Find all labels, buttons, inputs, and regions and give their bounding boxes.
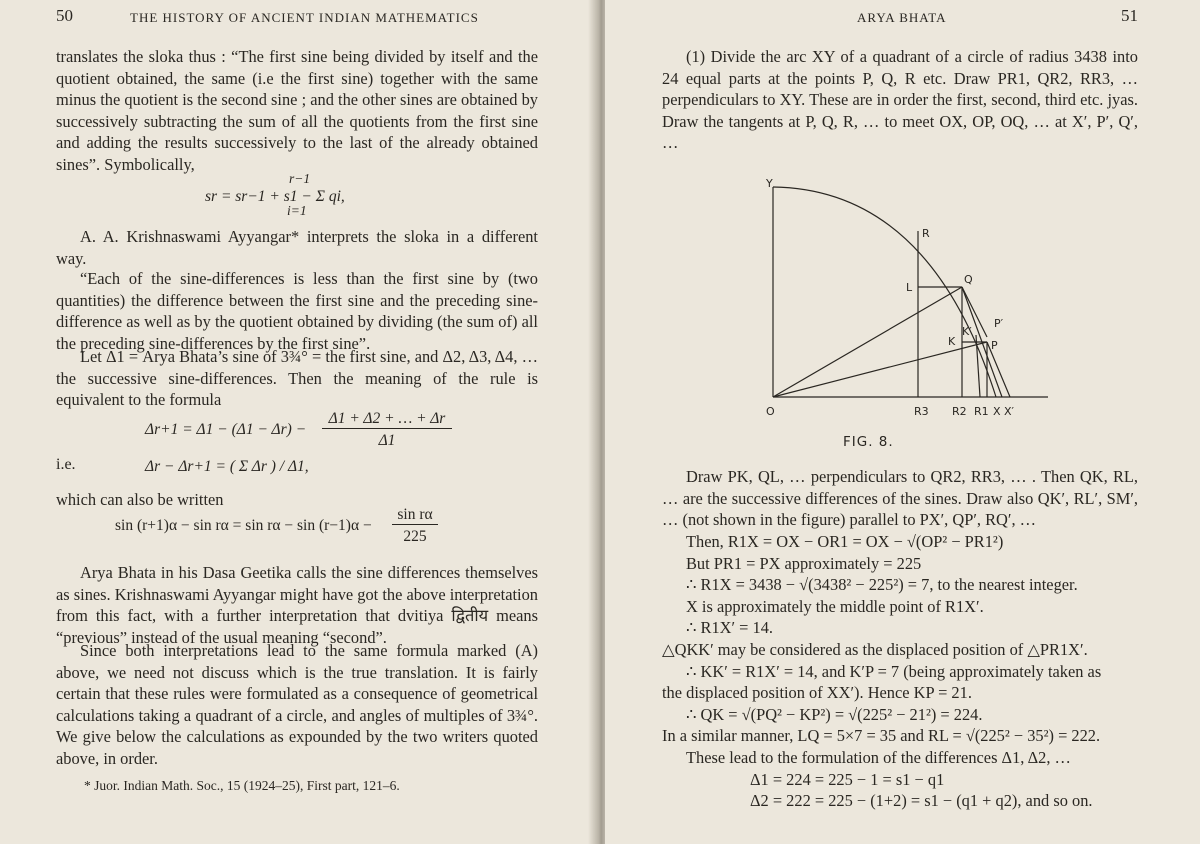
derivation-line-5: ∴ R1X′ = 14.: [686, 618, 774, 638]
label-r: R: [922, 227, 930, 240]
left-para-5: which can also be written: [56, 490, 224, 509]
left-para-3: “Each of the sine-differences is less than the first sine by (two quantities) the difference between the first sine and the preceding sine-difference as well as by the quotient obtained by dividing (the sum of) all the preceding sine-differences by the first sine”.: [56, 269, 538, 353]
line-op: [773, 342, 987, 397]
formula-3: Δr − Δr+1 = ( Σ Δr ) / Δ1,: [145, 458, 309, 475]
formula-2-numerator: Δ1 + Δ2 + … + Δr: [322, 410, 452, 429]
derivation-line-2: But PR1 = PX approximately = 225: [686, 553, 922, 573]
left-para-7: Since both interpretations lead to the same formula marked (A) above, we need not discuss which is the true translation. It is fairly certain that these rules were formulated as a consequence of geometrical calculations taking a quadrant of a circle, and angles of multiples of 3¾°. We give below the calculations as expounded by the two writers quoted above, in order.: [56, 641, 538, 768]
label-o: O: [766, 405, 775, 418]
label-r2: R2: [952, 405, 967, 418]
label-x: X: [993, 405, 1001, 418]
figure-8: [750, 175, 1060, 455]
derivation-line-3: ∴ R1X = 3438 − √(3438² − 225²) = 7, to the nearest integer.: [686, 575, 1078, 595]
derivation-line-13: Δ2 = 222 = 225 − (1+2) = s1 − (q1 + q2), and so on.: [750, 791, 1093, 811]
label-p-prime: P′: [994, 317, 1004, 330]
derivation-line-6: △QKK′ may be considered as the displaced position of △PR1X′.: [662, 639, 1088, 659]
label-r1: R1: [974, 405, 989, 418]
derivation-line-4: X is approximately the middle point of R1X′.: [686, 596, 984, 616]
label-q: Q: [964, 273, 973, 286]
formula-1: sr = sr−1 + s1 − Σ qi,: [205, 188, 345, 205]
left-para-6: Arya Bhata in his Dasa Geetika calls the sine differences themselves as sines. Krishnaswami Ayyangar might have got the above interpretation from this fact, with a further interpretation that dvitiya द्वितीय means “previous” instead of the usual meaning “second”.: [56, 563, 538, 647]
left-page-number: 50: [56, 6, 73, 25]
formula-2-denominator: Δ1: [378, 432, 396, 449]
derivation-line-7: ∴ KK′ = R1X′ = 14, and K′P = 7 (being approximately taken as: [686, 661, 1102, 681]
label-p: P: [991, 339, 998, 352]
derivation-line-10: In a similar manner, LQ = 5×7 = 35 and RL = √(225² − 35²) = 222.: [662, 726, 1101, 746]
formula-2-left: Δr+1 = Δ1 − (Δ1 − Δr) −: [145, 421, 307, 438]
left-para-4: Let Δ1 = Arya Bhata’s sine of 3¾° = the first sine, and Δ2, Δ3, Δ4, … the successive sine-differences. Then the meaning of the rule is equivalent to the formula: [56, 347, 538, 410]
formula-4-left: sin (r+1)α − sin rα = sin rα − sin (r−1)α −: [115, 517, 372, 534]
figure-caption: FIG. 8.: [843, 434, 894, 450]
right-running-head: ARYA BHATA: [857, 10, 947, 25]
left-page: [0, 0, 595, 844]
right-page: [605, 0, 1200, 844]
quadrant-diagram: [750, 175, 1060, 455]
derivation-line-1: Then, R1X = OX − OR1 = OX − √(OP² − PR1²): [686, 532, 1004, 551]
right-para-1: (1) Divide the arc XY of a quadrant of a circle of radius 3438 into 24 equal parts at the points P, Q, R etc. Draw PR1, QR2, RR3, … perpendiculars to XY. These are in order the first, second, third etc. jyas. Draw the tangents at P, Q, R, … to meet OX, OP, OQ, … at X′, P′, Q′, …: [662, 47, 1138, 153]
derivation-line-12: Δ1 = 224 = 225 − 1 = s1 − q1: [750, 769, 945, 789]
ie-label: i.e.: [56, 456, 76, 473]
right-derivation: [662, 531, 1138, 812]
formula-4-numerator: sin rα: [392, 506, 438, 525]
label-x-prime: X′: [1004, 405, 1015, 418]
derivation-line-9: ∴ QK = √(PQ² − KP²) = √(225² − 21²) = 224.: [686, 704, 983, 724]
label-l: L: [906, 281, 913, 294]
right-para-2: Draw PK, QL, … perpendiculars to QR2, RR3, … . Then QK, RL, … are the successive differences of the sines. Draw also QK′, RL′, SM′, … (not shown in the figure) parallel to PX′, QP′, RQ′, …: [662, 467, 1138, 530]
derivation-line-8: the displaced position of XX′). Hence KP = 21.: [662, 683, 972, 703]
label-y: Y: [766, 177, 773, 190]
label-r3: R3: [914, 405, 929, 418]
footnote: * Juor. Indian Math. Soc., 15 (1924–25), First part, 121–6.: [84, 778, 400, 793]
formula-1-upper: r−1: [289, 171, 311, 186]
left-para-2: A. A. Krishnaswami Ayyangar* interprets the sloka in a different way.: [56, 227, 538, 268]
derivation-line-11: These lead to the formulation of the differences Δ1, Δ2, …: [686, 747, 1071, 767]
left-para-1: translates the sloka thus : “The first sine being divided by itself and the quotient obtained, the same (i.e the first sine) together with the same minus the quotient is the second sine ; and the other sines are obtained by successively subtracting the sum of all the quotients from the first sine and adding the results successively to the last of the already obtained sines”. Symbolically,: [56, 47, 538, 174]
formula-4-denominator: 225: [403, 528, 427, 545]
line-oq: [773, 287, 962, 397]
formula-1-lower: i=1: [287, 203, 307, 218]
right-page-number: 51: [1121, 6, 1138, 25]
label-k: K: [948, 335, 956, 348]
label-k-prime: K′: [962, 325, 972, 338]
left-running-head: THE HISTORY OF ANCIENT INDIAN MATHEMATICS: [130, 10, 479, 25]
